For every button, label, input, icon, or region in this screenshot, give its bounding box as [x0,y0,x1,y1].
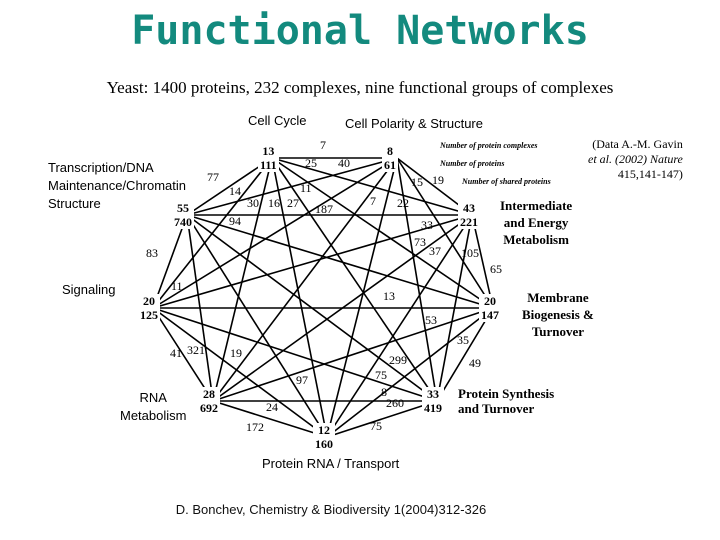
page-subtitle: Yeast: 1400 proteins, 232 complexes, nine functional groups of complexes [106,78,614,97]
edge-label: 19 [230,346,242,360]
node-protein-rna-transport: 12 160 [315,423,333,451]
edge-label: 40 [338,156,350,170]
edge-label: 94 [229,214,241,228]
edge-label: 15 [411,175,423,189]
edge-label: 16 [268,196,280,210]
edge-label: 49 [469,356,481,370]
edge-label: 35 [457,333,469,347]
citation: D. Bonchev, Chemistry & Biodiversity 1(2004)312-326 [175,502,487,517]
group-label-protein-synthesis: Protein Synthesis and Turnover [458,386,555,416]
edge-label: 25 [305,156,317,170]
node-cell-polarity: 8 61 [384,144,396,172]
group-label-cell-polarity: Cell Polarity & Structure [345,116,483,131]
node-membrane: 20 147 [481,294,499,322]
edge-label: 19 [432,173,444,187]
edge-label: 14 [229,184,241,198]
edge-label: 33 [421,218,433,232]
node-signaling: 20 125 [140,294,158,322]
edge-label: 187 [315,202,333,216]
edge-label: 260 [386,396,404,410]
edge-label: 13 [383,289,395,303]
group-label-cell-cycle: Cell Cycle [248,113,307,128]
node-cell-cycle: 13 111 [260,144,277,172]
edge-label: 73 [414,235,426,249]
edge-label: 8 [381,385,387,399]
edge-label: 65 [490,262,502,276]
edge-label: 22 [397,196,409,210]
edge-label: 299 [389,353,407,367]
edge-label: 83 [146,246,158,260]
edge-label: 97 [296,373,308,387]
group-label-membrane: Membrane Biogenesis & Turnover [522,290,594,339]
group-label-rna-metabolism: RNA Metabolism [120,390,187,423]
node-intermediate: 43 221 [460,201,478,229]
edge-label: 11 [171,279,183,293]
legend-proteins: Number of proteins [440,159,505,168]
edge-label: 77 [207,170,219,184]
edge-label: 27 [287,196,299,210]
edge-label: 75 [370,419,382,433]
edge-label: 53 [425,313,437,327]
group-label-intermediate: Intermediate and Energy Metabolism [500,198,573,247]
edge-label: 75 [375,368,387,382]
edge-label: 41 [170,346,182,360]
edge-label: 30 [247,196,259,210]
node-protein-synthesis: 33 419 [424,387,442,415]
group-label-protein-rna-transport: Protein RNA / Transport [262,456,400,471]
group-label-signaling: Signaling [62,282,116,297]
source-note: (Data A.-M. Gavin et al. (2002) Nature 415,141-147) [588,137,683,181]
group-label-transcription: Transcription/DNA Maintenance/Chromatin Structure [48,160,187,211]
edge-label: 172 [246,420,264,434]
edge-label: 105 [461,246,479,260]
edge-label: 24 [266,400,278,414]
edge-label: 11 [300,181,312,195]
edge-label: 37 [429,244,441,258]
network-edge [327,401,437,437]
edge-label: 7 [320,138,326,152]
node-transcription: 55 740 [174,201,192,229]
legend-shared: Number of shared proteins [462,177,551,186]
edge-label: 7 [370,194,376,208]
edge-label: 321 [187,343,205,357]
node-rna-metabolism: 28 692 [200,387,218,415]
legend-complexes: Number of protein complexes [440,141,538,150]
page-title: Functional Networks [131,8,589,54]
